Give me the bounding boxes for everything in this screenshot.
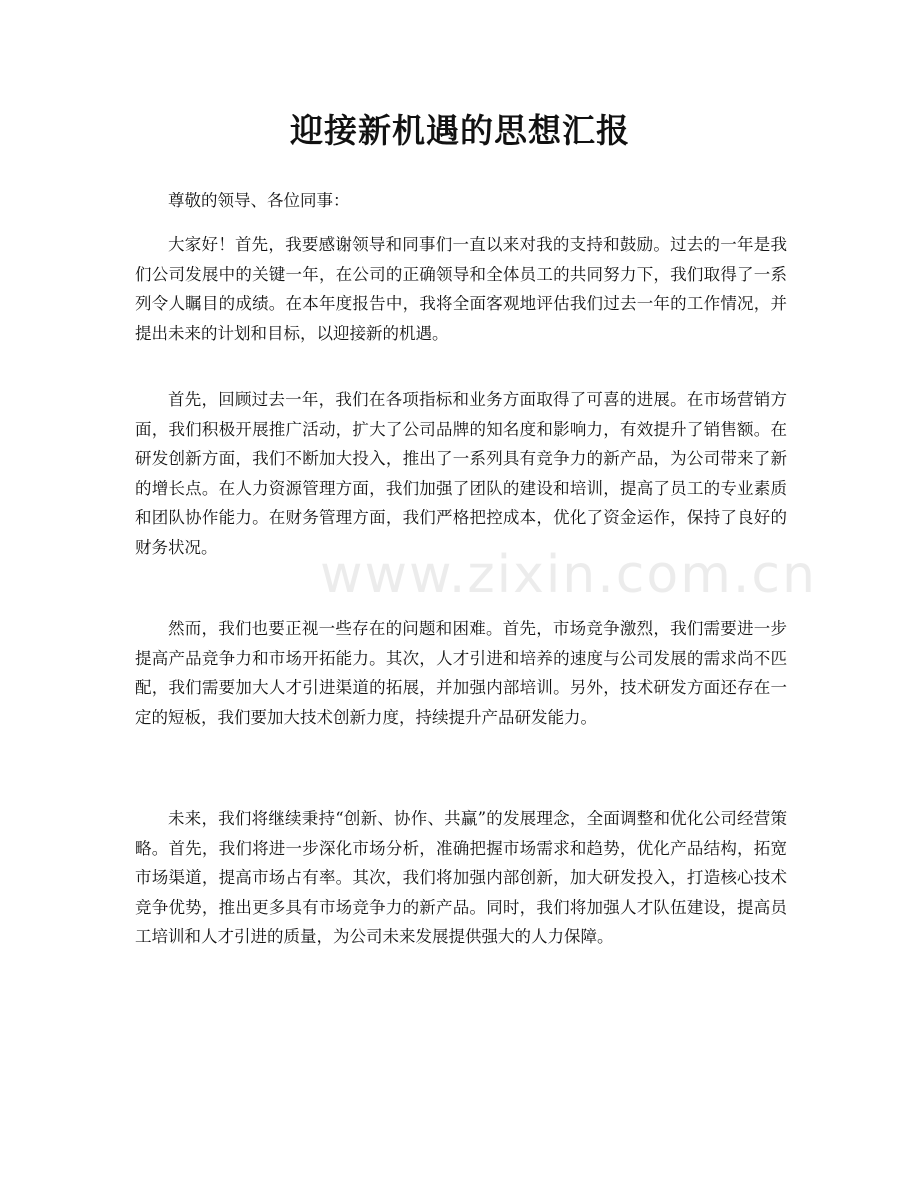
watermark: www.zixin.com.cn [320,545,817,605]
paragraph-review: 首先，回顾过去一年，我们在各项指标和业务方面取得了可喜的进展。在市场营销方面，我们积极开展推广活动，扩大了公司品牌的知名度和影响力，有效提升了销售额。在研发创新方面，我们不断加大投入，推出了一系列具有竞争力的新产品，为公司带来了新的增长点。在人力资源管理方面，我们加强了团队的建设和培训，提高了员工的专业素质和团队协作能力。在财务管理方面，我们严格把控成本，优化了资金运作，保持了良好的财务状况。 [135,390,787,557]
salutation: 尊敬的领导、各位同事： [168,191,350,210]
paragraph-problems: 然而，我们也要正视一些存在的问题和困难。首先，市场竞争激烈，我们需要进一步提高产品竞争力和市场开拓能力。其次，人才引进和培养的速度与公司发展的需求尚不匹配，我们需要加大人才引进渠道的拓展，并加强内部培训。另外，技术研发方面还存在一定的短板，我们要加大技术创新力度，持续提升产品研发能力。 [135,619,787,727]
paragraph-intro: 大家好！首先，我要感谢领导和同事们一直以来对我的支持和鼓励。过去的一年是我们公司发展中的关键一年，在公司的正确领导和全体员工的共同努力下，我们取得了一系列令人瞩目的成绩。在本年度报告中，我将全面客观地评估我们过去一年的工作情况，并提出未来的计划和目标，以迎接新的机遇。 [135,235,787,343]
paragraph-future: 未来，我们将继续秉持“创新、协作、共赢”的发展理念，全面调整和优化公司经营策略。首先，我们将进一步深化市场分析，准确把握市场需求和趋势，优化产品结构，拓宽市场渠道，提高市场占有率。其次，我们将加强内部创新，加大研发投入，打造核心技术竞争优势，推出更多具有市场竞争力的新产品。同时，我们将加强人才队伍建设，提高员工培训和人才引进的质量，为公司未来发展提供强大的人力保障。 [135,809,787,947]
document-title: 迎接新机遇的思想汇报 [290,111,630,150]
